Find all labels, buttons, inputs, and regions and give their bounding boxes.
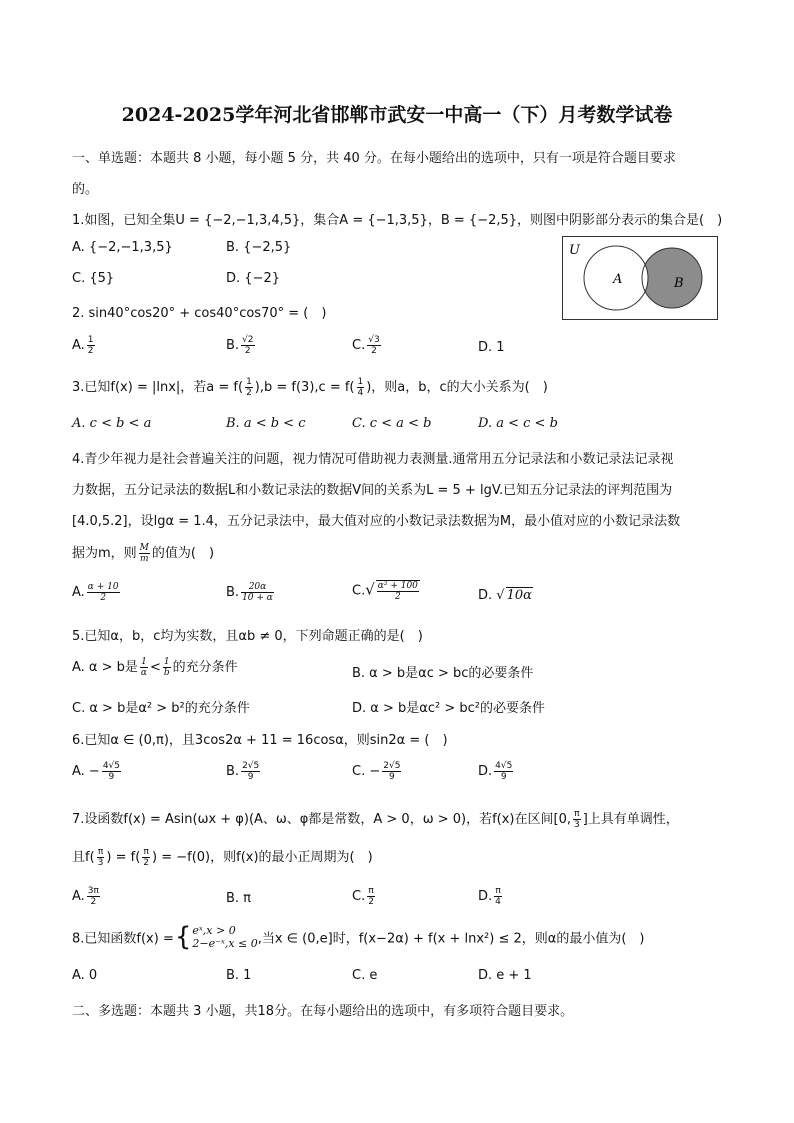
q2-a-den: 2 <box>87 346 94 356</box>
q8-option-b: B. 1 <box>226 968 252 983</box>
q2-option-d: D. 1 <box>478 340 505 355</box>
page-title: 2024-2025学年河北省邯郸市武安一中高一（下）月考数学试卷 <box>121 104 673 126</box>
q4-option-a-fraction <box>87 582 120 603</box>
q7-l2-d1: 3 <box>97 858 104 868</box>
q2-option-a-fraction <box>87 335 95 356</box>
q6-option-a <box>72 761 123 782</box>
q4-c-den: 2 <box>394 592 401 602</box>
q7-option-c <box>352 886 377 907</box>
q7-l1-part2: ]上具有单调性， <box>582 812 679 827</box>
q5-a-part2: < <box>150 660 161 675</box>
q6-option-b <box>226 761 262 782</box>
q2-option-a <box>72 335 97 356</box>
q4-b-den: 10 + α <box>242 593 273 603</box>
q7-l2-n2: π <box>143 847 149 857</box>
q7-l2-part1: 且f( <box>72 850 95 865</box>
q7-option-a-label: A. <box>72 889 85 904</box>
q3-option-b: B. a < b < c <box>226 416 306 431</box>
q7-option-c-fraction <box>367 886 375 907</box>
q8-case2: 2−e⁻ˣ,x ≤ 0 <box>192 937 258 950</box>
q4-b-num: 20α <box>241 582 274 593</box>
q7-l2-fraction-1 <box>97 847 105 868</box>
q5-option-b: B. α > b是αc > bc的必要条件 <box>352 666 534 681</box>
q3-f2-num: 1 <box>357 377 364 387</box>
section1-heading-line1: 一、单选题：本题共 8 小题，每小题 5 分，共 40 分。在每小题给出的选项中，只有一项是符合题目要求 <box>72 151 676 166</box>
q4-option-b-fraction <box>241 582 274 603</box>
q4-option-c <box>352 580 422 602</box>
q4-a-den: 2 <box>100 593 107 603</box>
q7-a-num: 3π <box>87 886 99 896</box>
q4-mm-den: m <box>140 554 149 564</box>
q7-l1-part1: 7.设函数f(x) = Asin(ωx + φ)(A、ω、φ都是常数，A > 0，ω > 0)，若f(x)在区间[0, <box>72 812 571 827</box>
q5-option-a <box>72 656 238 678</box>
q5-a-n2: 1 <box>163 657 170 667</box>
q5-a-n1: 1 <box>141 657 147 667</box>
q4-d-sqrt-icon: √ <box>496 588 505 603</box>
q7-d-den: 4 <box>495 897 501 907</box>
q4-stem-line4 <box>72 542 214 564</box>
q6-d-den: 9 <box>500 772 507 782</box>
venn-label-b: B <box>674 276 684 291</box>
q6-c-den: 9 <box>388 772 395 782</box>
q8-option-c: C. e <box>352 968 378 983</box>
q6-option-d <box>478 761 515 782</box>
q3-option-c: C. c < a < b <box>352 416 432 431</box>
q7-l2-d2: 2 <box>143 858 150 868</box>
q7-option-d-fraction <box>494 886 502 907</box>
q5-option-d: D. α > b是αc² > bc²的必要条件 <box>352 701 545 716</box>
q2-b-den: 2 <box>244 346 251 356</box>
q2-option-a-label: A. <box>72 338 85 353</box>
q6-d-num: 4√5 <box>495 761 513 771</box>
q2-c-num: √3 <box>368 335 380 345</box>
q4-option-a-label: A. <box>72 585 85 600</box>
q2-c-den: 2 <box>371 346 377 356</box>
q5-a-fraction-1 <box>140 657 148 678</box>
q5-stem: 5.已知α，b，c均为实数，且αb ≠ 0，下列命题正确的是( ) <box>72 629 423 644</box>
q7-d-num: π <box>495 886 501 896</box>
q6-b-den: 9 <box>247 772 254 782</box>
q3-stem <box>72 376 548 398</box>
q7-c-num: π <box>368 886 374 896</box>
q3-f2-den: 4 <box>357 388 364 398</box>
q4-line4-part2: 的值为( ) <box>151 546 215 561</box>
q3-stem-part1: 3.已知f(x) = |lnx|，若a = f( <box>72 380 244 395</box>
q7-option-c-label: C. <box>352 889 366 904</box>
section2-heading: 二、多选题：本题共 3 小题，共18分。在每小题给出的选项中，有多项符合题目要求。 <box>72 1004 574 1019</box>
venn-label-u: U <box>569 243 580 258</box>
q1-option-b: B. {−2,5} <box>226 240 292 255</box>
q7-l1-fraction <box>573 809 581 830</box>
q6-c-num: 2√5 <box>383 761 401 771</box>
q4-d-radicand: 10α <box>506 588 532 603</box>
q6-b-num: 2√5 <box>242 761 260 771</box>
q2-option-b-label: B. <box>226 338 240 353</box>
q8-option-d: D. e + 1 <box>478 968 532 983</box>
q4-option-b <box>226 582 276 603</box>
q8-case1: eˣ,x > 0 <box>192 924 236 937</box>
q3-option-d: D. a < c < b <box>478 416 558 431</box>
q6-option-a-label: A. − <box>72 764 100 779</box>
q7-option-d <box>478 886 504 907</box>
q4-stem-line2: 力数据，五分记录法的数据L和小数记录法的数据V间的关系为L = 5 + lgV.已知五分记录法的评判范围为 <box>72 483 673 498</box>
q7-stem-line1 <box>72 808 679 830</box>
q3-stem-part2: ),b = f(3),c = f( <box>254 380 355 395</box>
q6-a-num: 4√5 <box>102 761 121 771</box>
q5-a-part1: A. α > b是 <box>72 660 138 675</box>
q1-option-d: D. {−2} <box>226 271 280 286</box>
q8-stem-part2: ,当x ∈ (0,e]时，f(x−2α) + f(x + lnx²) ≤ 2，则α的最小值为( ) <box>257 931 645 947</box>
q4-fraction-mm <box>139 543 150 564</box>
q2-b-num: √2 <box>242 335 254 345</box>
q8-stem <box>72 924 644 950</box>
q7-l2-part3: ) = −f(0)，则f(x)的最小正周期为( ) <box>152 850 373 865</box>
q4-mm-num: M <box>139 543 149 553</box>
q4-option-d-label: D. <box>478 588 493 603</box>
q4-c-sqrt-icon: √ <box>365 580 375 599</box>
q7-option-a-fraction <box>87 886 100 907</box>
q6-option-a-fraction <box>102 761 121 782</box>
q2-stem: 2. sin40°cos20° + cos40°cos70° = ( ) <box>72 306 327 321</box>
q4-option-c-fraction <box>376 580 420 602</box>
q6-option-c <box>352 761 403 782</box>
q2-option-b <box>226 335 257 356</box>
venn-diagram <box>562 236 718 320</box>
q4-option-a <box>72 582 122 603</box>
q2-a-num: 1 <box>87 335 94 345</box>
q3-fraction-2 <box>357 377 365 398</box>
q5-a-d2: b <box>163 668 170 678</box>
q7-l2-part2: ) = f( <box>106 850 141 865</box>
q4-stem-line1: 4.青少年视力是社会普遍关注的问题，视力情况可借助视力表测量.通常用五分记录法和小数记录法记录视 <box>72 452 674 467</box>
q4-stem-line3: [4.0,5.2]，设lgα = 1.4，五分记录法中，最大值对应的小数记录法数据为M，最小值对应的小数记录法数 <box>72 514 681 529</box>
q8-cases <box>192 924 257 950</box>
q6-option-b-label: B. <box>226 764 240 779</box>
q7-l1-den: 3 <box>573 820 580 830</box>
q6-option-d-fraction <box>494 761 513 782</box>
q4-option-b-label: B. <box>226 585 240 600</box>
q5-a-fraction-2 <box>163 657 171 678</box>
section1-heading-line2: 的。 <box>72 182 99 197</box>
q7-option-d-label: D. <box>478 889 493 904</box>
q4-c-num: α² + 100 <box>377 581 418 591</box>
q2-option-c-label: C. <box>352 338 366 353</box>
q3-f1-den: 2 <box>246 388 252 398</box>
q8-brace-icon: { <box>174 922 192 952</box>
q5-a-part3: 的充分条件 <box>172 660 238 675</box>
q3-stem-part3: )，则a，b，c的大小关系为( ) <box>366 380 548 395</box>
q7-option-b: B. π <box>226 891 252 906</box>
q5-a-d1: α <box>140 668 147 678</box>
q7-l2-n1: π <box>97 847 104 857</box>
q6-option-b-fraction <box>241 761 260 782</box>
q1-option-c: C. {5} <box>72 271 115 286</box>
q2-option-b-fraction <box>241 335 254 356</box>
q6-a-den: 9 <box>108 772 115 782</box>
q7-a-den: 2 <box>90 897 97 907</box>
q7-l1-num: π <box>574 809 580 819</box>
q2-option-c <box>352 335 383 356</box>
q6-stem: 6.已知α ∈ (0,π)，且3cos2α + 11 = 16cosα，则sin2α = ( ) <box>72 733 448 748</box>
q4-option-c-label: C. <box>352 583 366 599</box>
q6-option-c-fraction <box>382 761 401 782</box>
q3-fraction-1 <box>245 377 253 398</box>
q4-a-num: α + 10 <box>87 582 119 592</box>
venn-label-a: A <box>613 272 623 287</box>
q5-option-c: C. α > b是α² > b²的充分条件 <box>72 701 250 716</box>
q7-option-a <box>72 886 102 907</box>
q1-stem: 1.如图，已知全集U = {−2,−1,3,4,5}，集合A = {−1,3,5}，B = {−2,5}，则图中阴影部分表示的集合是( ) <box>72 213 723 228</box>
q6-option-d-label: D. <box>478 764 493 779</box>
q7-c-den: 2 <box>368 897 374 907</box>
q4-line4-part1: 据为m，则 <box>72 546 137 561</box>
q7-stem-line2 <box>72 846 373 868</box>
q8-option-a: A. 0 <box>72 968 98 983</box>
q3-option-a: A. c < b < a <box>72 416 152 431</box>
q8-stem-part1: 8.已知函数f(x) = <box>72 931 174 947</box>
q2-option-c-fraction <box>367 335 380 356</box>
q7-l2-fraction-2 <box>142 847 150 868</box>
q1-option-a: A. {−2,−1,3,5} <box>72 240 173 255</box>
q4-option-d <box>478 587 533 603</box>
q3-f1-num: 1 <box>246 377 252 387</box>
q6-option-c-label: C. − <box>352 764 381 779</box>
